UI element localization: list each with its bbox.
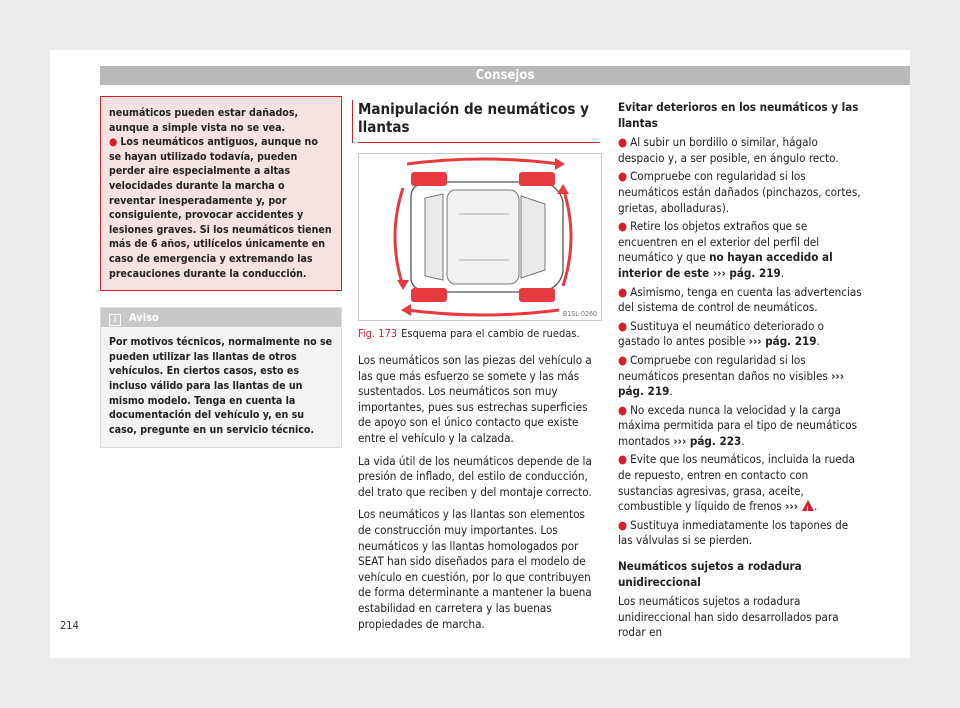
- bullet-icon: ●: [618, 402, 628, 417]
- subheading: Evitar deterioros en los neumáticos y las llantas: [618, 100, 859, 130]
- bullet-icon: ●: [618, 517, 628, 532]
- page-reference-link[interactable]: ›››: [785, 499, 799, 514]
- warning-paragraph: ● Los neumáticos antiguos, aunque no se hayan utilizado todavía, pueden perder aire especialmente a altas velocidades durante la marcha o reventar inesperadamente y, por consiguiente, provocar accidentes y lesiones graves. Si los neumáticos tienen más de 6 años, utilícelos únicamente en caso de emergencia y extremando las precauciones durante la conducción.: [109, 136, 332, 280]
- page-reference-link[interactable]: ››› pág. 219: [618, 368, 845, 399]
- chapter-header: Consejos: [100, 66, 910, 85]
- list-item: ● Retire los objetos extraños que se encuentren en el exterior del perfil del neumático y que no hayan accedido al interior de este ››› pág. 219.: [618, 219, 833, 280]
- bullet-icon: ●: [109, 136, 118, 149]
- figure-number: Fig. 173: [358, 327, 398, 340]
- page-reference-link[interactable]: ››› pág. 223: [673, 433, 742, 448]
- figure-code: B1SL-0260: [562, 310, 597, 318]
- warning-paragraph: neumáticos pueden estar dañados, aunque a simple vista no se vea.: [109, 107, 299, 134]
- list-item: ● Asimismo, tenga en cuenta las advertencias del sistema de control de neumáticos.: [618, 284, 862, 315]
- page-number: 214: [60, 619, 79, 632]
- paragraph: Los neumáticos son las piezas del vehículo a las que más esfuerzo se somete y las más sustentados. Los neumáticos son muy importantes, pues sus estrechas superficies de apoyo son el único contacto que existe entre el vehículo y la calzada.: [358, 353, 592, 445]
- figure-wheel-rotation: [358, 153, 602, 321]
- bullet-icon: ●: [618, 135, 628, 150]
- column-left: [100, 96, 342, 448]
- bullet-icon: ●: [618, 169, 628, 184]
- warning-box: [100, 96, 342, 291]
- paragraph: Los neumáticos y las llantas son elementos de construcción muy importantes. Los neumáticos y las llantas homologados por SEAT han sido diseñados para el modelo de vehículo en cuestión, por lo que contribuyen de forma determinante a mantener la buena estabilidad en carretera y las buenas propiedades de marcha.: [358, 507, 592, 631]
- column-right: [618, 96, 864, 644]
- bullet-icon: ●: [618, 452, 628, 467]
- note-header: i Aviso: [101, 308, 341, 327]
- page-reference-link[interactable]: ››› pág. 219: [748, 334, 817, 349]
- figure-caption: Fig. 173 Esquema para el cambio de ruedas.: [358, 327, 580, 340]
- subheading: Neumáticos sujetos a rodadura unidireccional: [618, 559, 802, 589]
- manual-page: [50, 50, 910, 658]
- list-item: ● No exceda nunca la velocidad y la carga máxima permitida para el tipo de neumáticos montados ››› pág. 223.: [618, 402, 858, 448]
- paragraph: La vida útil de los neumáticos depende de la presión de inflado, del estilo de conducción, del trato que reciben y del montaje correcto.: [358, 453, 592, 499]
- list-item: ● Compruebe con regularidad si los neumáticos presentan daños no visibles ››› pág. 219.: [618, 352, 845, 399]
- note-box: [100, 307, 342, 448]
- list-item: ● Sustituya el neumático deteriorado o gastado lo antes posible ››› pág. 219.: [618, 318, 825, 349]
- column-middle: [358, 96, 600, 639]
- list-item: ● Al subir un bordillo o similar, hágalo despacio y, a ser posible, en ángulo recto.: [618, 135, 839, 165]
- list-item: ● Evite que los neumáticos, incluida la rueda de repuesto, entren en contacto con sustancias agresivas, grasa, aceite, combustible y líquido de frenos ›››! .: [618, 452, 864, 514]
- note-text: Por motivos técnicos, normalmente no se pueden utilizar las llantas de otros vehículos. En ciertos casos, esto es incluso válido para las llantas de un mismo modelo. Tenga en cuenta la documentación del vehículo y, en su caso, pregunte en un servicio técnico.: [109, 336, 333, 436]
- warning-triangle-icon: [802, 500, 814, 511]
- bullet-icon: ●: [618, 219, 628, 234]
- list-item: ● Compruebe con regularidad si los neumáticos están dañados (pinchazos, cortes, grietas, abolladuras).: [618, 169, 861, 215]
- page-reference-link[interactable]: ››› pág. 219: [712, 265, 781, 280]
- bullet-icon: ●: [618, 352, 628, 367]
- list-item: ● Sustituya inmediatamente los tapones de las válvulas si se pierden.: [618, 517, 849, 548]
- bullet-icon: ●: [618, 284, 628, 299]
- bullet-icon: ●: [618, 318, 628, 333]
- body-text: [358, 353, 600, 632]
- info-icon: i: [109, 314, 121, 326]
- paragraph: Los neumáticos sujetos a rodadura unidireccional han sido desarrollados para rodar en: [618, 594, 839, 640]
- car-top-view-illustration: [359, 154, 601, 320]
- section-title: Manipulación de neumáticos y llantas: [358, 96, 600, 143]
